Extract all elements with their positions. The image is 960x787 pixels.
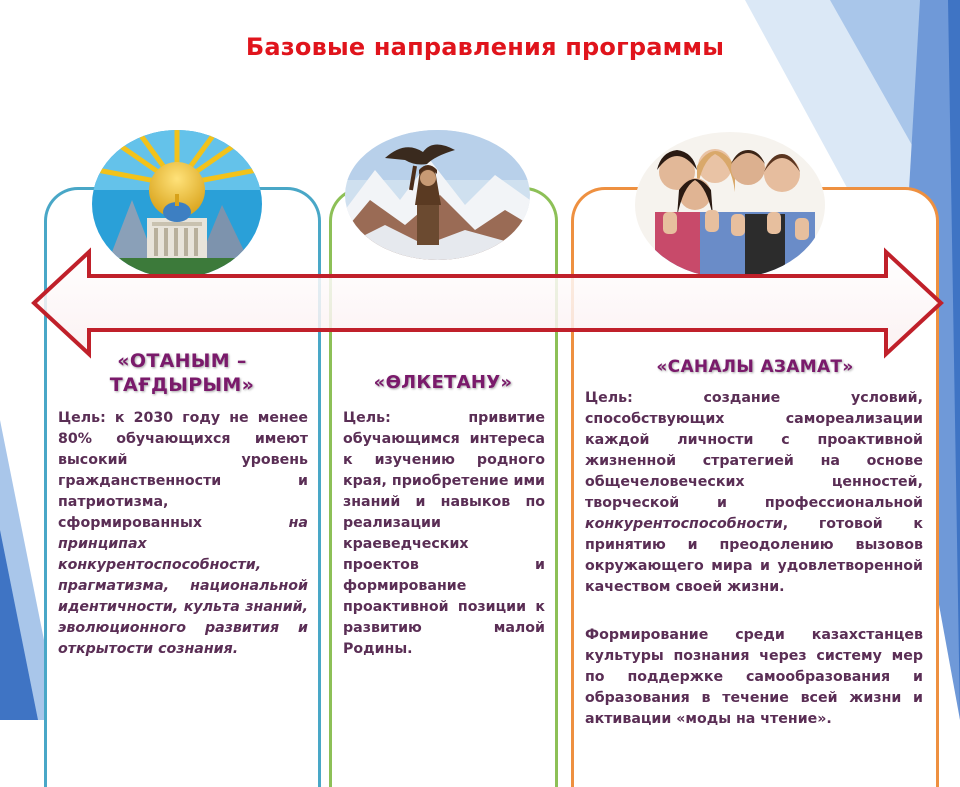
direction-heading-sanaly-azamat: «САНАЛЫ АЗАМАТ»: [656, 357, 854, 377]
eagle-hunter-photo: [345, 130, 530, 260]
direction-extra-sanaly-azamat: Формирование среди казахстанцев культуры познания через систему мер по поддержке самообразования и образования в течение всей жизни и активации «моды на чтение».: [585, 627, 923, 727]
direction-heading-olketanu: «ӨЛКЕТАНУ»: [373, 372, 513, 393]
direction-goal-sanaly-azamat: Цель: создание условий, способствующих самореализации каждой личности с проактивной жизненной стратегией на основе общечеловеческих ценностей, творческой и профессиональной конкурентоспособности, готовой к принятию и преодолению вызовов окружающего мира и удовлетворенной качеством своей жизни.: [585, 390, 923, 595]
slide-title: Базовые направления программы: [245, 33, 725, 61]
double-headed-arrow: [30, 246, 945, 361]
direction-goal-olketanu: Цель: привитие обучающимся интереса к изучению родного края, приобретение ими знаний и навыков по реализации краеведческих проектов и формирование проактивной позиции к развитию малой Родины.: [343, 410, 545, 657]
direction-heading-otanym: «ОТАНЫМ – ТАҒДЫРЫМ»: [109, 350, 255, 396]
direction-goal-otanym: Цель: к 2030 году не менее 80% обучающихся имеют высокий уровень гражданственности и патриотизма, сформированных на принципах конкурентоспособности, прагматизма, национальной идентичности, культа знаний, эволюционного развития и открытости сознания.: [58, 410, 308, 657]
